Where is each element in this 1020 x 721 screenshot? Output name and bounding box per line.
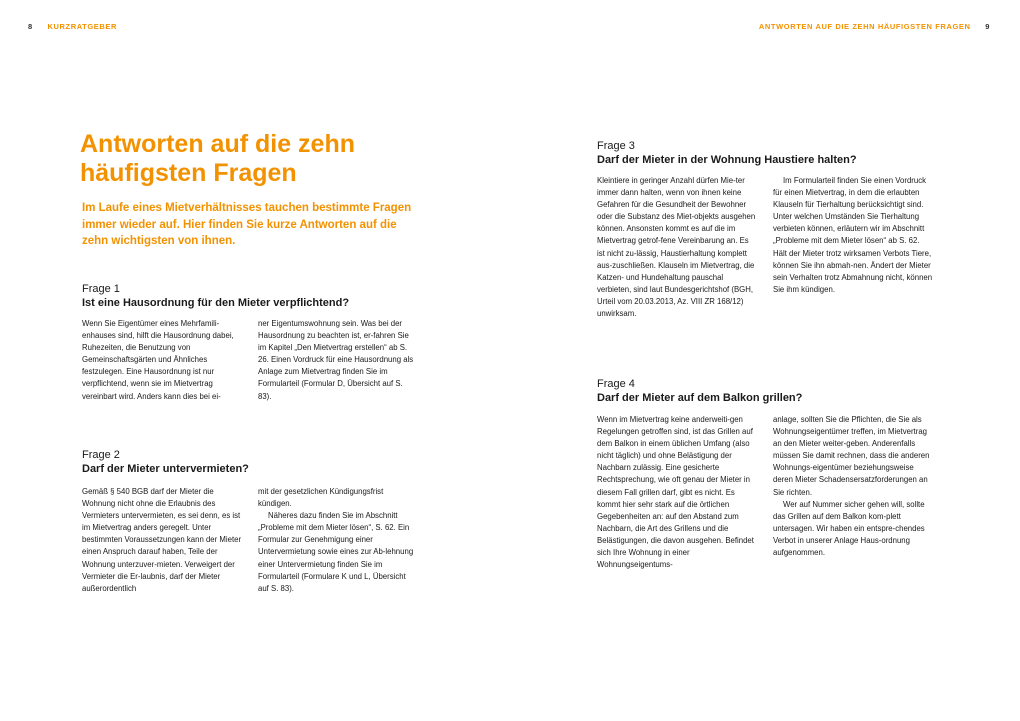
frage-2-body: [82, 486, 418, 595]
right-page-number: 9: [985, 22, 990, 31]
frage-3-title: Darf der Mieter in der Wohnung Haustiere halten?: [597, 154, 857, 166]
frage-4-title: Darf der Mieter auf dem Balkon grillen?: [597, 392, 803, 404]
frage-4-column-2-para-1: anlage, sollten Sie die Pflichten, die Sie als Wohnungseigentümer treffen, im Mietvertrag an den Mieter weiter-geben. Anderenfalls müssen Sie damit rechnen, dass die anderen Wohnungs-eigentümer beziehungsweise deren Mieter Schadensersatzforderungen an Sie richten.: [773, 415, 930, 497]
frage-4-column-1: Wenn im Mietvertrag keine anderweiti-gen Regelungen getroffen sind, ist das Grillen auf dem Balkon in einem üblichen Umfang (also nicht täglich) und ohne Belästigung der Nachbarn zulässig. Eine gesicherte Rechtsprechung, wie oft genau der Mieter in diesem Fall grillen darf, gibt es nicht. Es kommt hier sehr stark auf die örtlichen Gegebenheiten an: auf den Abstand zum Nachbarn, die Art des Grillens und die Belästigungen, die davon ausgehen. Befindet sich Ihre Wohnung in einer Wohnungseigentums-: [597, 415, 754, 570]
frage-4-column-2-para-2: Wer auf Nummer sicher gehen will, sollte das Grillen auf dem Balkon kom-plett untersagen. Wir haben ein entspre-chendes Verbot in unserer Anlage Haus-ordnung aufgenommen.: [773, 499, 925, 558]
frage-1-body: [82, 318, 418, 403]
frage-3-heading: [597, 139, 857, 167]
frage-1-column-2: ner Eigentumswohnung sein. Was bei der Hausordnung zu beachten ist, er-fahren Sie im Kapitel „Den Mietvertrag erstellen“ ab S. 26. Einen Vordruck für eine Hausordnung als Anlage zum Mietvertrag finden Sie im Formularteil (Formular D, Übersicht auf S. 83).: [258, 319, 414, 401]
right-running-title: ANTWORTEN AUF DIE ZEHN HÄUFIGSTEN FRAGEN: [758, 22, 971, 31]
frage-4-body: [597, 414, 933, 571]
frage-2-title: Darf der Mieter untervermieten?: [82, 463, 249, 475]
frage-3-column-1: Kleintiere in geringer Anzahl dürfen Mie-ter immer dann halten, wenn von ihnen keine Gefahren für die Gesundheit der Bewohner oder die Substanz des Miet-objekts ausgehen können. Ansonsten kommt es auf die im Mietvertrag getrof-fene Vereinbarung an. Es ist nicht zu-lässig, Haustierhaltung komplett aus-zuschließen. Klauseln im Mietvertrag, die Katzen- und Hundehaltung pauschal verbieten, sind laut Bundesgerichtshof (BGH, Urteil vom 20.03.2013, Az. VIII ZR 168/12) unwirksam.: [597, 176, 756, 319]
frage-2-column-1: Gemäß § 540 BGB darf der Mieter die Wohnung nicht ohne die Erlaubnis des Vermieters untervermieten, es sei denn, es ist im Mietvertrag anders geregelt. Unter bestimmten Voraussetzungen kann der Mieter einen Anspruch darauf haben, Teile der Wohnung unterzuver-mieten. Verweigert der Vermieter die Er-laubnis, darf der Mieter außerordentlich: [82, 487, 242, 593]
page-title-line-1: Antworten auf die zehn: [80, 130, 355, 158]
frage-4-label: Frage 4: [597, 378, 635, 390]
page-title: [80, 130, 420, 188]
intro-paragraph: Im Laufe eines Mietverhältnisses tauchen bestimmte Fragen immer wieder auf. Hier finden Sie kurze Antworten auf die zehn wichtigsten von ihnen.: [82, 202, 412, 247]
frage-2-heading: [82, 448, 249, 476]
frage-1-label: Frage 1: [82, 283, 120, 295]
frage-3-body: [597, 175, 933, 320]
left-page-number: 8: [28, 22, 33, 31]
right-page-header: [759, 22, 990, 31]
frage-3-column-2: Im Formularteil finden Sie einen Vordruck für einen Mietvertrag, in dem die erlaubten Klauseln für Tierhaltung berücksichtigt sind. Unter welchen Umständen Sie Tierhaltung verbieten können, erläutern wir im Abschnitt „Probleme mit dem Mieter lösen“ ab S. 62. Hält der Mieter trotz wirksamen Verbots Tiere, können Sie ihn abmah-nen. Ändert der Mieter sein Verhalten trotz Abmahnung nicht, können Sie ihm kündigen.: [773, 176, 933, 294]
frage-1-heading: [82, 282, 349, 310]
frage-2-column-2-para-2: Näheres dazu finden Sie im Abschnitt „Probleme mit dem Mieter lösen“, S. 62. Ein Formular zur Genehmigung einer Untervermietung sowie eines zur Ab-lehnung einer Untervermietung finden Sie im Formularteil (Formulare K und L, Übersicht auf S. 83).: [258, 511, 414, 593]
frage-2-column-2-para-1: mit der gesetzlichen Kündigungsfrist kündigen.: [258, 487, 384, 509]
page-title-line-2: häufigsten Fragen: [80, 159, 297, 187]
frage-2-label: Frage 2: [82, 449, 120, 461]
frage-4-heading: [597, 377, 802, 405]
frage-1-title: Ist eine Hausordnung für den Mieter verpflichtend?: [82, 297, 350, 309]
left-page-header: [28, 22, 117, 31]
frage-1-column-1: Wenn Sie Eigentümer eines Mehrfamili-enhauses sind, hilft die Hausordnung dabei, Ruhezeiten, die Benutzung von Gemeinschaftsgärten und Ähnliches festzulegen. Eine Hausordnung ist nur verpflichtend, wenn sie im Mietvertrag vereinbart wird. Anders kann dies bei ei-: [82, 319, 234, 401]
left-running-title: KURZRATGEBER: [47, 22, 118, 31]
frage-3-label: Frage 3: [597, 140, 635, 152]
